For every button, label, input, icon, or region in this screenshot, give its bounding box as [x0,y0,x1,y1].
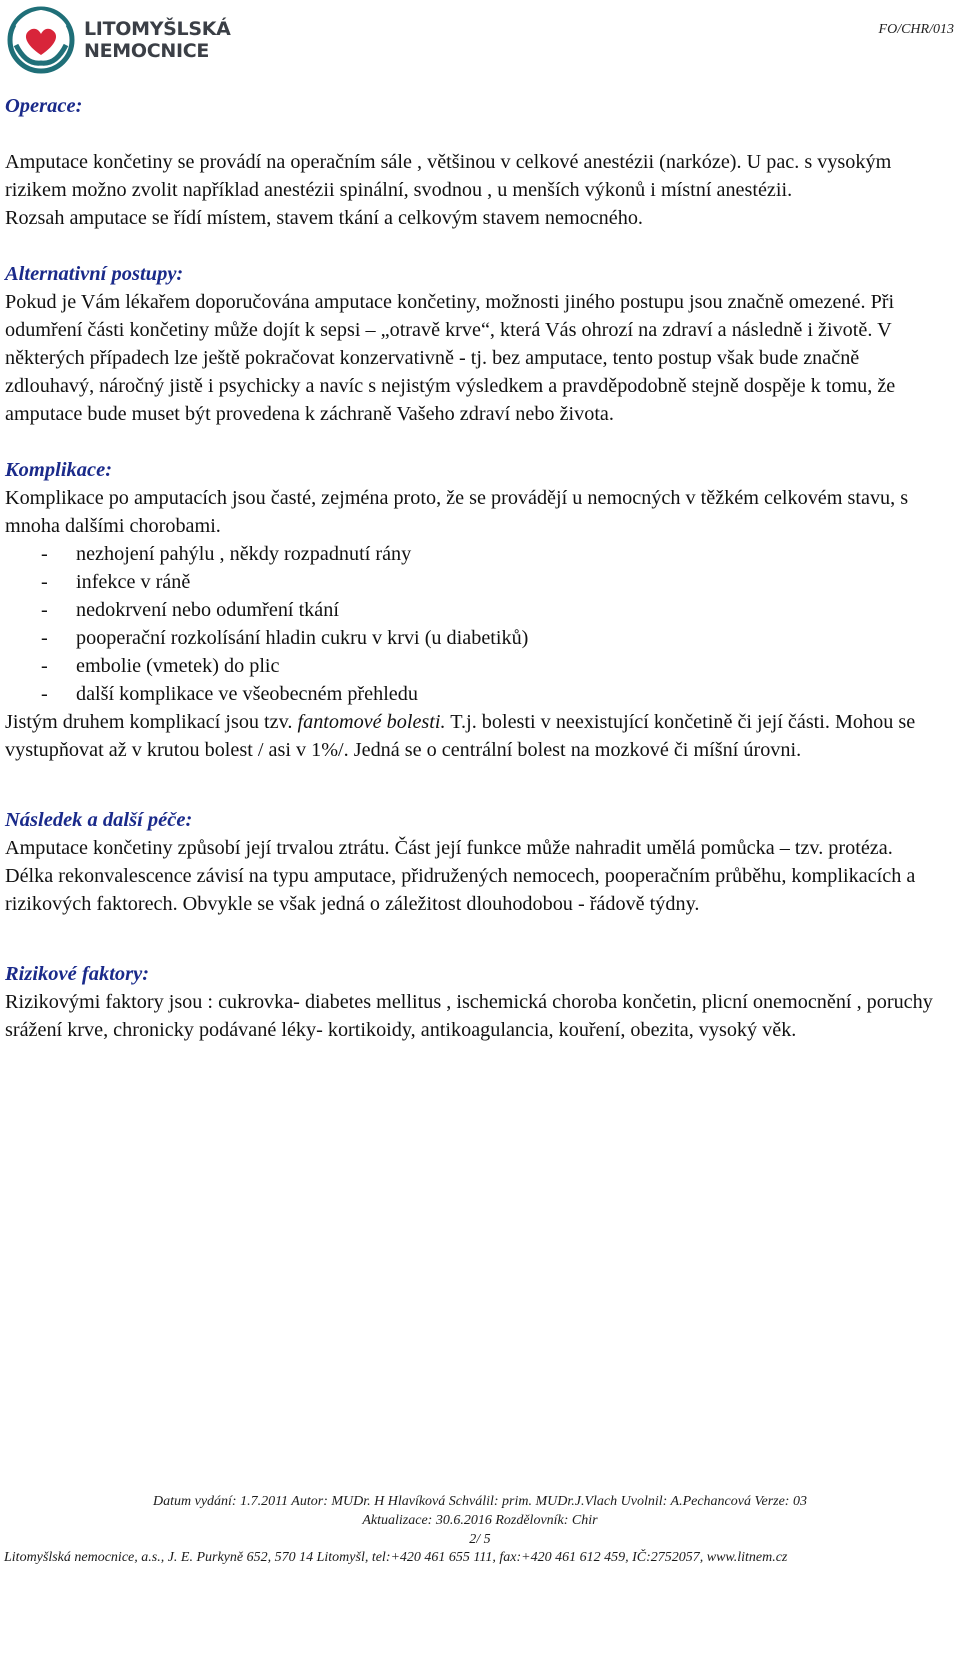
section-heading-komplikace: Komplikace: [5,459,113,481]
paragraph: Amputace končetiny se provádí na operačním sále , většinou v celkové anestézii (narkóze). U pac. s vysokým rizikem možno zvolit například anestézii spinální, svodnou , u menších výkonů i místní anestézii. [5,151,892,201]
section-heading-nasledek: Následek a další péče: [5,809,193,831]
logo-line-2: NEMOCNICE [84,40,210,62]
document-code: FO/CHR/013 [878,22,954,37]
complications-list [5,540,950,708]
hospital-logo [6,4,236,76]
paragraph: Pokud je Vám lékařem doporučována amputace končetiny, možnosti jiného postupu jsou značně omezené. Při odumření části končetiny může dojít k sepsi – „otravě krve“, která Vás ohrozí na zdraví a následně i životě. V některých případech lze ještě pokračovat konzervativně - tj. bez amputace, tento postup však bude značně zdlouhavý, náročný jistě i psychicky a navíc s nejistým výsledkem a pravděpodobně stejně dospěje k tomu, že amputace bude muset být provedena k záchraně Vašeho zdraví nebo života. [5,291,896,425]
logo-text [84,18,231,62]
list-item: - embolie (vmetek) do plic [35,652,950,680]
text-run: T.j. bolesti v neexistující končetině či její části. Mohou se vystupňovat až v krutou bolest / asi v 1%/. Jedná se o centrální bolest na mozkové či míšní úrovni. [5,711,916,761]
paragraph: Amputace končetiny způsobí její trvalou ztrátu. Část její funkce může nahradit umělá pomůcka – tzv. protéza. [5,837,893,859]
logo-line-1: LITOMYŠLSKÁ [84,18,231,40]
list-item: - nedokrvení nebo odumření tkání [35,596,950,624]
paragraph: Komplikace po amputacích jsou časté, zejména proto, že se provádějí u nemocných v těžkém celkovém stavu, s mnoha dalšími chorobami. [5,487,909,537]
list-item: - další komplikace ve všeobecném přehledu [35,680,950,708]
page-number: 2/ 5 [469,1532,491,1547]
paragraph: Rozsah amputace se řídí místem, stavem tkání a celkovým stavem nemocného. [5,207,643,229]
footer-address: Litomyšlská nemocnice, a.s., J. E. Purkyně 652, 570 14 Litomyšl, tel:+420 461 655 111, fax:+420 461 612 459, IČ:2752057, www.litnem.cz [4,1550,788,1565]
emphasis-text: fantomové bolesti. [297,711,446,733]
text-run: Jistým druhem komplikací jsou tzv. [5,711,293,733]
paragraph-phantom-pain [5,708,950,764]
footer-document-info: Datum vydání: 1.7.2011 Autor: MUDr. H Hlavíková Schválil: prim. MUDr.J.Vlach Uvolnil: A.Pechancová Verze: 03 [153,1494,807,1509]
list-item: - infekce v ráně [35,568,950,596]
document-body [5,92,950,1044]
list-item: - pooperační rozkolísání hladin cukru v krvi (u diabetiků) [35,624,950,652]
section-heading-rizikove: Rizikové faktory: [5,963,150,985]
heart-hands-logo-icon [6,5,76,75]
list-item: - nezhojení pahýlu , někdy rozpadnutí rány [35,540,950,568]
section-heading-operace: Operace: [5,95,83,117]
paragraph: Délka rekonvalescence závisí na typu amputace, přidružených nemocech, pooperačním průběhu, komplikacích a rizikových faktorech. Obvykle se však jedná o záležitost dlouhodobou - řádově týdny. [5,865,916,915]
footer-update-info: Aktualizace: 30.6.2016 Rozdělovník: Chir [362,1513,598,1528]
section-heading-alternativni: Alternativní postupy: [5,263,184,285]
paragraph: Rizikovými faktory jsou : cukrovka- diabetes mellitus , ischemická choroba končetin, plicní onemocnění , poruchy srážení krve, chronicky podávané léky- kortikoidy, antikoagulancia, kouření, obezita, vysoký věk. [5,991,933,1041]
